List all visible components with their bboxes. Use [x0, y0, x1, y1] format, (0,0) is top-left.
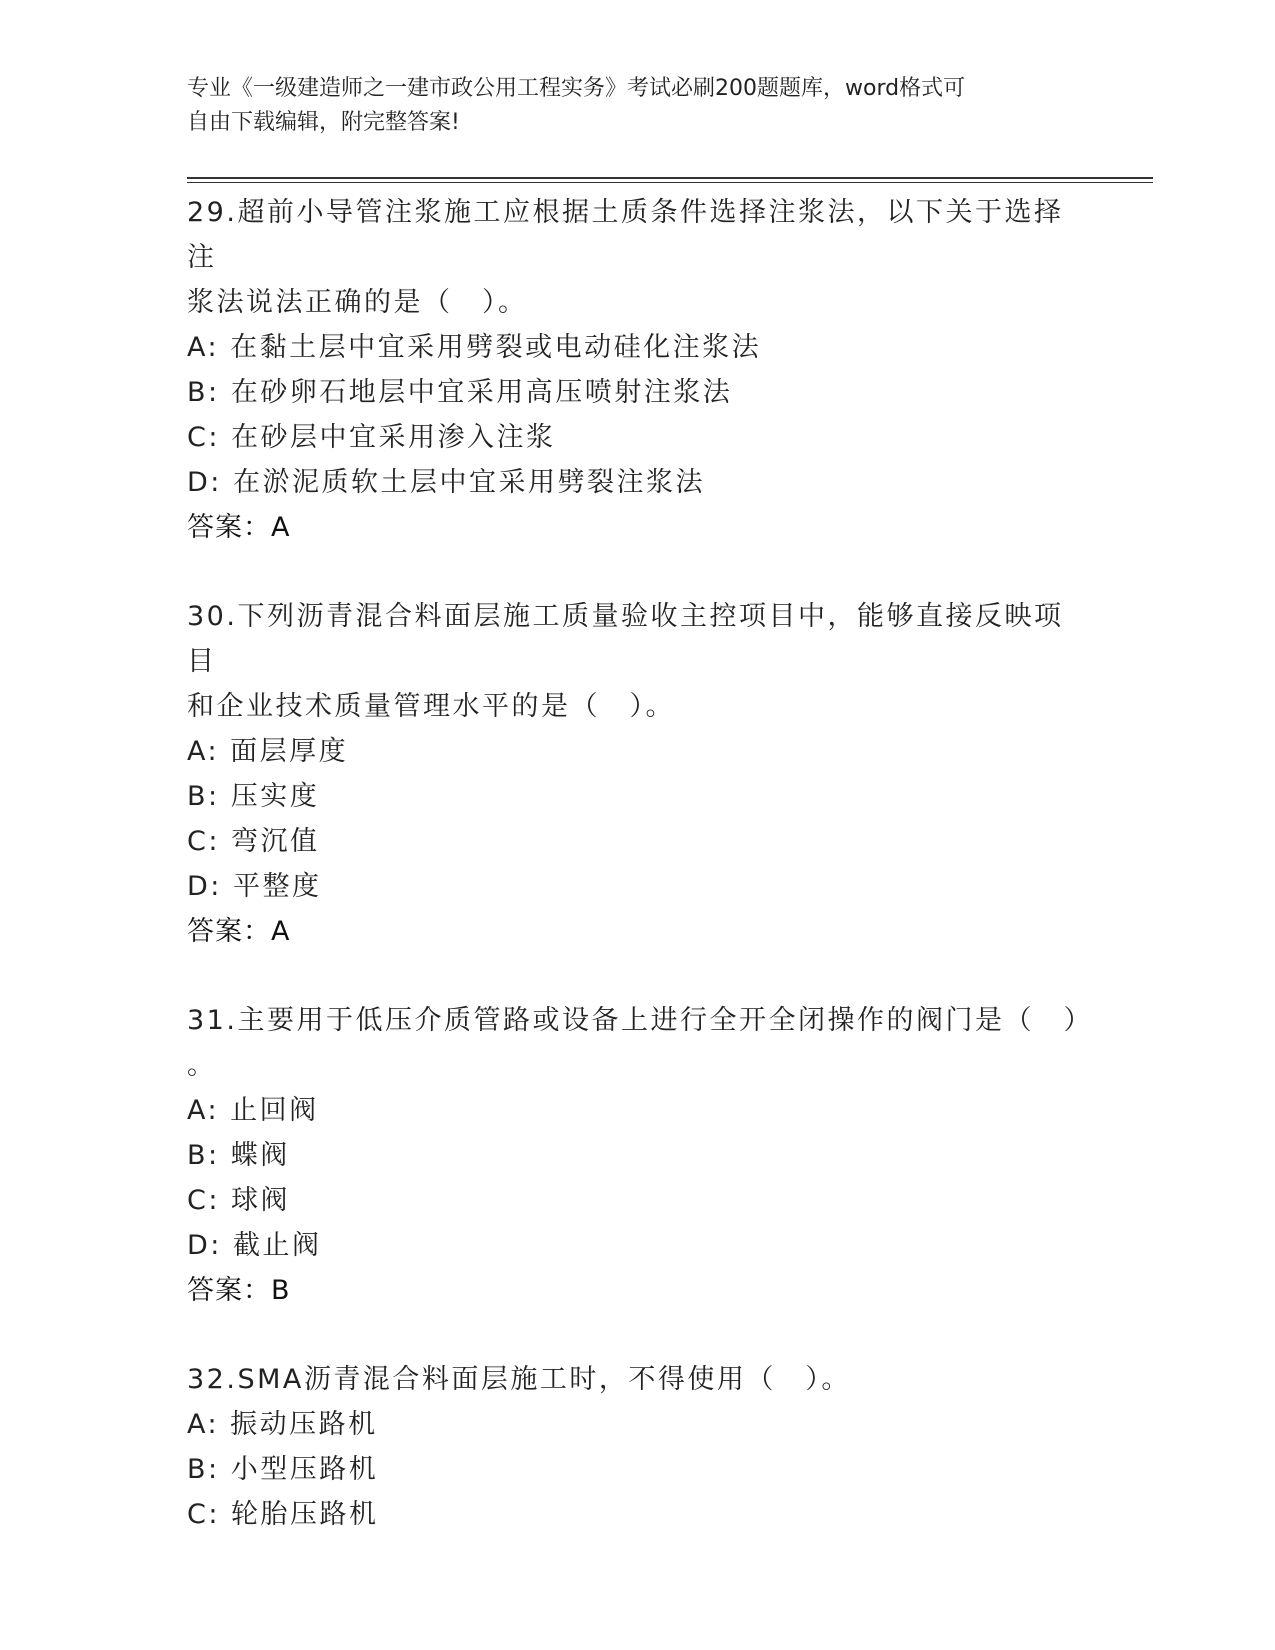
question-30 [187, 594, 1087, 954]
header-divider-thick [187, 177, 1153, 179]
option-b: B: 小型压路机 [187, 1454, 379, 1485]
option-b: B: 压实度 [187, 781, 320, 812]
option-c: C: 球阀 [187, 1185, 291, 1216]
option-c: C: 在砂层中宜采用渗入注浆 [187, 422, 556, 453]
option-a: A: 振动压路机 [187, 1409, 378, 1440]
answer: 答案：A [187, 512, 291, 543]
option-d: D: 在淤泥质软土层中宜采用劈裂注浆法 [187, 467, 705, 498]
question-stem-continued: 浆法说法正确的是（ ）。 [187, 287, 528, 318]
question-stem: 32.SMA沥青混合料面层施工时，不得使用（ ）。 [187, 1364, 851, 1395]
option-a: A: 面层厚度 [187, 736, 349, 767]
question-stem-continued: 。 [187, 1050, 217, 1081]
question-31 [187, 998, 1093, 1313]
document-header [187, 72, 1067, 140]
question-29 [187, 190, 1087, 550]
answer: 答案：A [187, 916, 291, 947]
option-b: B: 在砂卵石地层中宜采用高压喷射注浆法 [187, 377, 733, 408]
question-stem: 31.主要用于低压介质管路或设备上进行全开全闭操作的阀门是（ ） [187, 1005, 1093, 1036]
header-line-2: 自由下载编辑，附完整答案! [187, 110, 460, 135]
option-c: C: 轮胎压路机 [187, 1499, 379, 1530]
option-b: B: 蝶阀 [187, 1140, 290, 1171]
question-32 [187, 1357, 1087, 1537]
header-divider-thin [187, 182, 1153, 183]
question-stem: 29.超前小导管注浆施工应根据土质条件选择注浆法，以下关于选择注 [187, 197, 1064, 273]
answer: 答案：B [187, 1275, 291, 1306]
option-a: A: 在黏土层中宜采用劈裂或电动硅化注浆法 [187, 332, 762, 363]
question-list [187, 190, 1093, 1581]
option-a: A: 止回阀 [187, 1095, 319, 1126]
header-line-1: 专业《一级建造师之一建市政公用工程实务》考试必刷200题题库，word格式可 [187, 76, 966, 101]
option-d: D: 截止阀 [187, 1230, 322, 1261]
question-stem-continued: 和企业技术质量管理水平的是（ ）。 [187, 691, 675, 722]
option-c: C: 弯沉值 [187, 826, 320, 857]
question-stem: 30.下列沥青混合料面层施工质量验收主控项目中，能够直接反映项目 [187, 601, 1064, 677]
option-d: D: 平整度 [187, 871, 322, 902]
